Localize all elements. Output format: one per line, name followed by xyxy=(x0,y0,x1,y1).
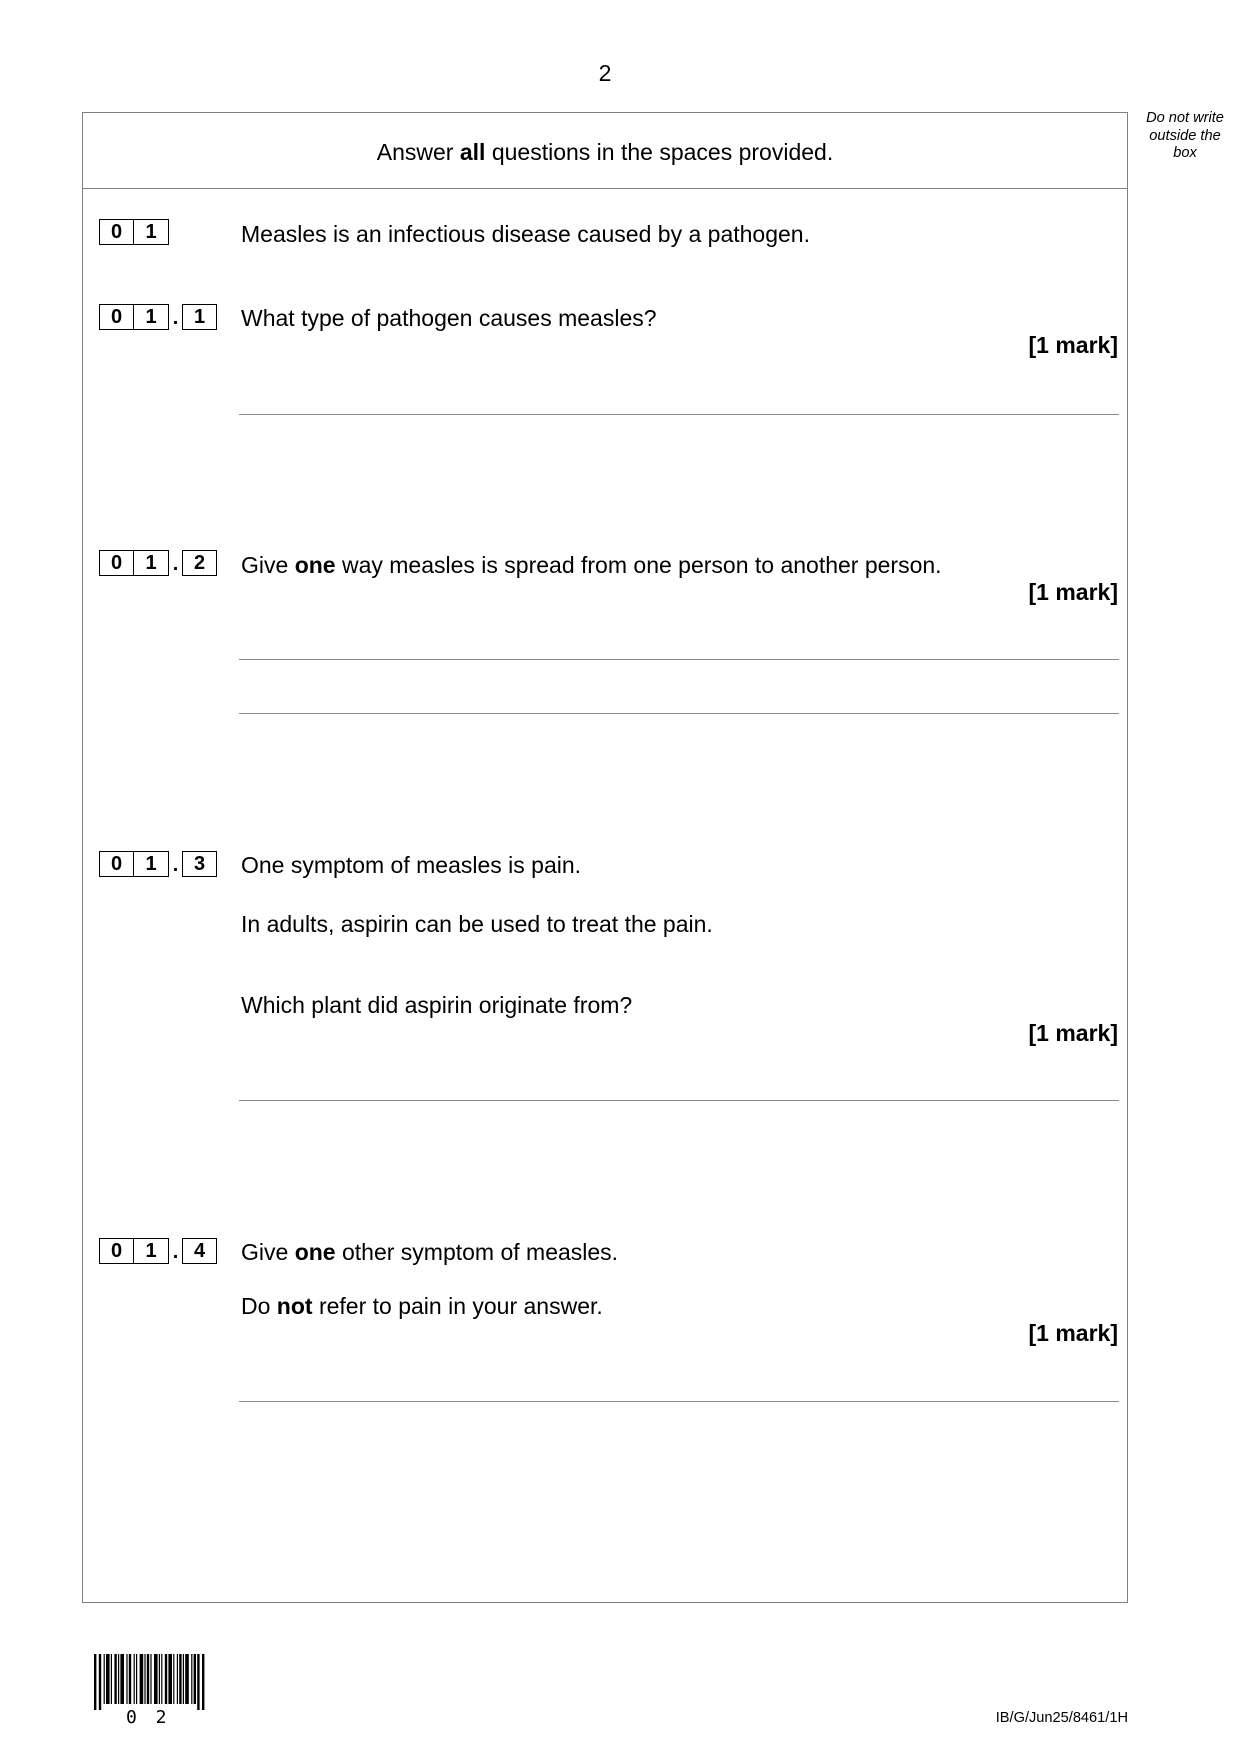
question-text-emphasis: not xyxy=(276,1293,313,1319)
barcode-bar xyxy=(140,1654,144,1704)
question-text xyxy=(241,1239,618,1265)
margin-note xyxy=(1133,110,1237,163)
question-text-emphasis: one xyxy=(294,552,336,578)
question-text-pre: Give xyxy=(241,1239,295,1265)
question-text-pre: Give xyxy=(241,552,295,578)
question-number-separator: . xyxy=(172,854,179,876)
question-number-separator: . xyxy=(172,1241,179,1263)
barcode-number: 0 2 xyxy=(126,1707,171,1728)
barcode-bar xyxy=(120,1654,124,1704)
barcode-bar xyxy=(194,1654,196,1704)
answer-line xyxy=(239,1401,1119,1402)
barcode-bar xyxy=(173,1654,174,1704)
barcode-bar xyxy=(165,1654,167,1704)
question-part-box: 4 xyxy=(182,1238,217,1264)
question-number-01-4 xyxy=(99,1238,217,1264)
marks-label: [1 mark] xyxy=(1028,579,1118,605)
question-part-box: 2 xyxy=(182,550,217,576)
question-number-box: 1 xyxy=(134,1238,169,1264)
barcode-bar xyxy=(202,1654,204,1710)
barcode-bar xyxy=(106,1654,110,1704)
barcode-bar xyxy=(150,1654,151,1704)
question-text: One symptom of measles is pain. xyxy=(241,852,582,878)
marks-label: [1 mark] xyxy=(1028,332,1118,358)
question-number-box: 0 xyxy=(99,304,134,330)
question-number-01-1 xyxy=(99,304,217,330)
question-text: Which plant did aspirin originate from? xyxy=(241,992,633,1018)
barcode-bar xyxy=(179,1654,181,1704)
answer-line xyxy=(239,659,1119,660)
question-text: In adults, aspirin can be used to treat the pain. xyxy=(241,911,713,937)
question-text-post: refer to pain in your answer. xyxy=(312,1293,603,1319)
marks-label: [1 mark] xyxy=(1028,1020,1118,1046)
barcode-bar xyxy=(161,1654,162,1704)
paper-reference-code: IB/G/Jun25/8461/1H xyxy=(995,1710,1128,1726)
page-number: 2 xyxy=(598,60,612,86)
margin-note-line: box xyxy=(1173,145,1197,161)
question-number-box: 0 xyxy=(99,851,134,877)
question-number-01-3 xyxy=(99,851,217,877)
barcode-bar xyxy=(159,1654,160,1704)
barcode-bar xyxy=(147,1654,149,1704)
question-number-box: 0 xyxy=(99,1238,134,1264)
barcode-bar xyxy=(144,1654,145,1704)
barcode-bar xyxy=(126,1654,127,1704)
margin-note-line: outside the xyxy=(1149,127,1221,144)
question-text: Measles is an infectious disease caused by a pathogen. xyxy=(241,221,810,247)
answer-line xyxy=(239,1100,1119,1101)
question-number-box: 1 xyxy=(134,219,169,245)
answer-frame xyxy=(82,112,1128,1603)
instruction-pre: Answer xyxy=(376,139,460,165)
barcode-bar xyxy=(177,1654,178,1704)
barcode-bar xyxy=(111,1654,112,1704)
barcode-bar xyxy=(183,1654,184,1704)
barcode-bar xyxy=(168,1654,172,1704)
instruction-post: questions in the spaces provided. xyxy=(485,139,834,165)
barcode-bar xyxy=(104,1654,105,1704)
question-number-box: 1 xyxy=(134,550,169,576)
marks-label: [1 mark] xyxy=(1028,1320,1118,1346)
question-text-emphasis: one xyxy=(294,1239,336,1265)
question-text xyxy=(241,552,942,578)
question-number-01 xyxy=(99,219,169,245)
question-number-box: 0 xyxy=(99,219,134,245)
header-divider xyxy=(82,188,1128,189)
margin-note-line: Do not write xyxy=(1146,110,1224,126)
question-text-post: way measles is spread from one person to another person. xyxy=(335,552,942,578)
question-text-pre: Do xyxy=(241,1293,277,1319)
question-number-separator: . xyxy=(172,307,179,329)
answer-line xyxy=(239,713,1119,714)
barcode-bar xyxy=(118,1654,119,1704)
barcode-bar xyxy=(191,1654,192,1704)
barcode-bar xyxy=(99,1654,101,1710)
question-number-separator: . xyxy=(172,553,179,575)
question-part-box: 3 xyxy=(182,851,217,877)
barcode-bar xyxy=(94,1654,96,1710)
barcode xyxy=(94,1654,206,1710)
question-text: What type of pathogen causes measles? xyxy=(241,305,657,331)
question-number-box: 1 xyxy=(134,304,169,330)
question-number-01-2 xyxy=(99,550,217,576)
barcode-bar xyxy=(129,1654,131,1704)
barcode-bar xyxy=(154,1654,158,1704)
instruction xyxy=(82,139,1128,165)
answer-line xyxy=(239,414,1119,415)
barcode-bar xyxy=(114,1654,116,1704)
instruction-emphasis: all xyxy=(459,139,486,165)
barcode-bar xyxy=(134,1654,135,1704)
barcode-bar xyxy=(136,1654,137,1704)
question-part-box: 1 xyxy=(182,304,217,330)
barcode-bar xyxy=(185,1654,189,1704)
question-number-box: 0 xyxy=(99,550,134,576)
question-text xyxy=(241,1293,603,1319)
question-text-post: other symptom of measles. xyxy=(335,1239,619,1265)
barcode-bar xyxy=(197,1654,199,1710)
question-number-box: 1 xyxy=(134,851,169,877)
